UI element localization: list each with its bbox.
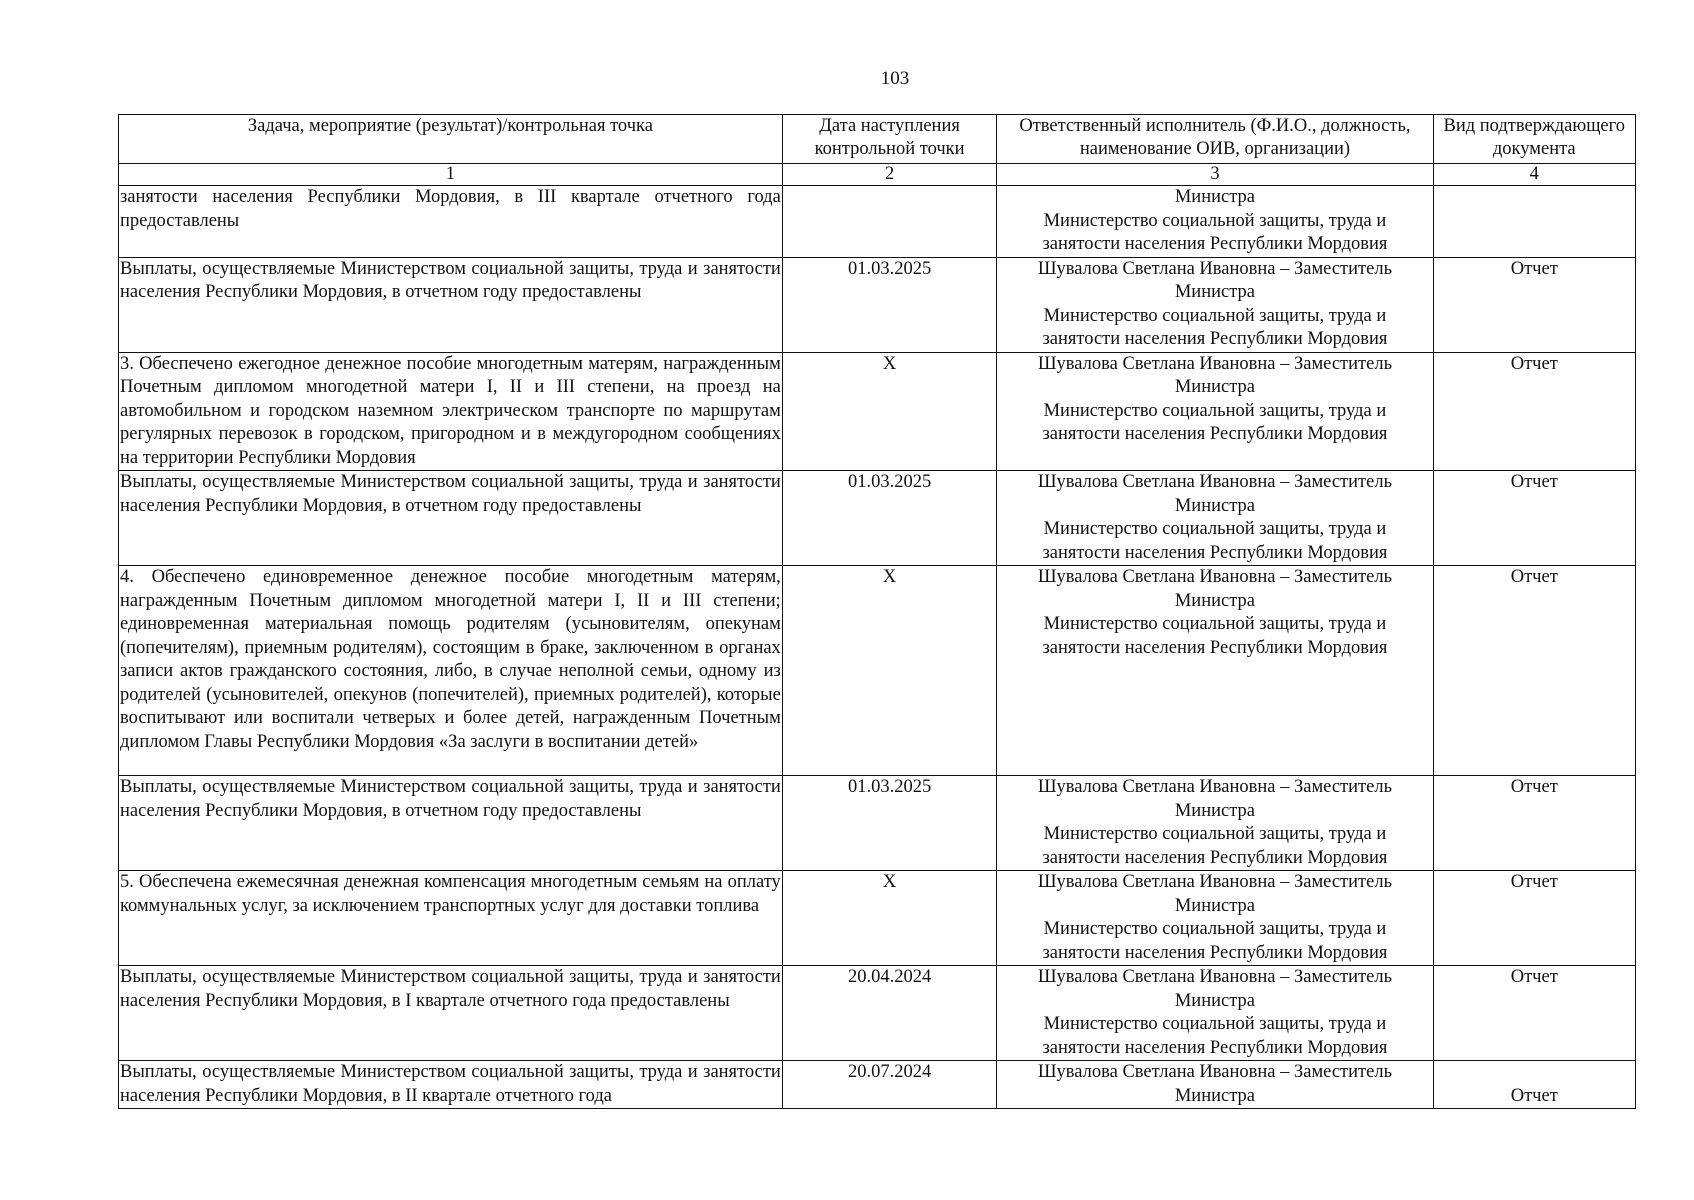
responsible-line: Шувалова Светлана Ивановна – Заместитель	[1037, 872, 1393, 892]
responsible-line: Министерство социальной защиты, труда и	[1043, 614, 1387, 634]
table-row	[119, 257, 1636, 352]
document-type-cell: Отчет	[1433, 471, 1635, 566]
responsible-line: Министра	[1174, 590, 1255, 611]
responsible-cell	[997, 776, 1433, 871]
responsible-line: Министерство социальной защиты, труда и	[1043, 824, 1387, 844]
responsible-line: Министерство социальной защиты, труда и	[1043, 400, 1387, 421]
responsible-line: Министерство социальной защиты, труда и	[1043, 1014, 1387, 1034]
task-cell: Выплаты, осуществляемые Министерством социальной защиты, труда и занятости населения Республики Мордовия, в отчетном году предоставлены	[119, 257, 783, 352]
date-cell: 01.03.2025	[782, 776, 997, 871]
document-type-cell: Отчет	[1433, 352, 1635, 471]
responsible-line: занятости населения Республики Мордовия	[1042, 637, 1388, 658]
header-document: Вид подтверждающего документа	[1433, 115, 1635, 164]
responsible-line: занятости населения Республики Мордовия	[1042, 329, 1388, 349]
task-cell: Выплаты, осуществляемые Министерством социальной защиты, труда и занятости населения Республики Мордовия, в отчетном году предоставлены	[119, 776, 783, 871]
document-type-cell: Отчет	[1433, 1061, 1635, 1109]
header-responsible: Ответственный исполнитель (Ф.И.О., должность, наименование ОИВ, организации)	[997, 115, 1433, 164]
task-cell: 4. Обеспечено единовременное денежное пособие многодетным матерям, награжденным Почетным дипломом многодетной матери I, II и III степени; единовременная материальная помощь родителям (усыновителям, опекунам (попечителям), приемным родителям), состоящим в браке, заключенном в органах записи актов гражданского состояния, либо, в случае неполной семьи, одному из родителей (усыновителей, опекунов (попечителей), приемных родителей), которые воспитывают или воспитали четверых и более детей, награжденным Почетным дипломом Главы Республики Мордовия «За заслуги в воспитании детей»	[119, 566, 783, 776]
date-cell	[782, 186, 997, 258]
responsible-line: Шувалова Светлана Ивановна – Заместитель	[1037, 353, 1393, 374]
responsible-line: занятости населения Республики Мордовия	[1042, 234, 1388, 254]
table-row	[119, 471, 1636, 566]
date-cell: Х	[782, 871, 997, 966]
header-date: Дата наступления контрольной точки	[782, 115, 997, 164]
responsible-line: Министра	[1174, 990, 1255, 1011]
responsible-line: Шувалова Светлана Ивановна – Заместитель	[1037, 258, 1393, 279]
responsible-line: Министерство социальной защиты, труда и	[1043, 210, 1387, 231]
document-type-cell	[1433, 186, 1635, 258]
responsible-cell	[997, 471, 1433, 566]
responsible-line: Министра	[1174, 895, 1255, 916]
responsible-line: Министра	[1174, 377, 1255, 397]
column-number: 1	[119, 164, 783, 186]
responsible-line: Шувалова Светлана Ивановна – Заместитель	[1037, 567, 1393, 587]
date-cell: Х	[782, 352, 997, 471]
responsible-line: Министра	[1174, 187, 1255, 207]
table-row	[119, 871, 1636, 966]
table-row	[119, 966, 1636, 1061]
responsible-cell	[997, 871, 1433, 966]
task-cell: 5. Обеспечена ежемесячная денежная компенсация многодетным семьям на оплату коммунальных услуг, за исключением транспортных услуг для доставки топлива	[119, 871, 783, 966]
date-cell: 20.07.2024	[782, 1061, 997, 1109]
responsible-line: занятости населения Республики Мордовия	[1042, 1037, 1388, 1058]
responsible-line: Министра	[1174, 1085, 1255, 1106]
document-type-cell: Отчет	[1433, 257, 1635, 352]
responsible-line: Шувалова Светлана Ивановна – Заместитель	[1037, 1062, 1393, 1082]
responsible-cell	[997, 257, 1433, 352]
responsible-line: занятости населения Республики Мордовия	[1042, 847, 1388, 868]
responsible-line: Шувалова Светлана Ивановна – Заместитель	[1037, 472, 1393, 492]
table-body	[119, 186, 1636, 1109]
column-number: 4	[1433, 164, 1635, 186]
responsible-line: занятости населения Республики Мордовия	[1042, 942, 1388, 963]
responsible-cell	[997, 186, 1433, 258]
date-cell: Х	[782, 566, 997, 776]
responsible-line: Министра	[1174, 282, 1255, 302]
document-type-cell: Отчет	[1433, 966, 1635, 1061]
date-cell: 01.03.2025	[782, 471, 997, 566]
responsible-line: занятости населения Республики Мордовия	[1042, 542, 1388, 563]
table-row	[119, 352, 1636, 471]
table-row	[119, 1061, 1636, 1109]
document-type-cell: Отчет	[1433, 871, 1635, 966]
responsible-line: Министерство социальной защиты, труда и	[1043, 919, 1387, 939]
date-cell: 20.04.2024	[782, 966, 997, 1061]
table-row	[119, 566, 1636, 776]
document-type-cell: Отчет	[1433, 566, 1635, 776]
task-cell: Выплаты, осуществляемые Министерством социальной защиты, труда и занятости населения Республики Мордовия, в отчетном году предоставлены	[119, 471, 783, 566]
header-task: Задача, мероприятие (результат)/контрольная точка	[119, 115, 783, 164]
responsible-cell	[997, 566, 1433, 776]
responsible-line: Министерство социальной защиты, труда и	[1043, 519, 1387, 539]
column-number: 2	[782, 164, 997, 186]
table-header-row	[119, 115, 1636, 164]
page-number: 103	[880, 68, 910, 89]
responsible-line: Шувалова Светлана Ивановна – Заместитель	[1037, 777, 1393, 797]
responsible-line: занятости населения Республики Мордовия	[1042, 424, 1388, 444]
responsible-line: Министра	[1174, 800, 1255, 821]
responsible-line: Шувалова Светлана Ивановна – Заместитель	[1037, 967, 1393, 987]
column-number-row	[119, 164, 1636, 186]
control-points-table	[118, 114, 1636, 1109]
responsible-line: Министерство социальной защиты, труда и	[1043, 305, 1387, 326]
task-cell: Выплаты, осуществляемые Министерством социальной защиты, труда и занятости населения Республики Мордовия, в I квартале отчетного года предоставлены	[119, 966, 783, 1061]
column-number: 3	[997, 164, 1433, 186]
responsible-line: Министра	[1174, 495, 1255, 516]
responsible-cell	[997, 966, 1433, 1061]
responsible-cell	[997, 1061, 1433, 1109]
responsible-cell	[997, 352, 1433, 471]
table-row	[119, 186, 1636, 258]
task-cell: 3. Обеспечено ежегодное денежное пособие многодетным матерям, награжденным Почетным дипломом многодетной матери I, II и III степени, на проезд на автомобильном и городском наземном электрическом транспорте по маршрутам регулярных перевозок в городском, пригородном и в междугородном сообщениях на территории Республики Мордовия	[119, 352, 783, 471]
table-row	[119, 776, 1636, 871]
document-type-cell: Отчет	[1433, 776, 1635, 871]
date-cell: 01.03.2025	[782, 257, 997, 352]
task-cell: Выплаты, осуществляемые Министерством социальной защиты, труда и занятости населения Республики Мордовия, в II квартале отчетного года	[119, 1061, 783, 1109]
task-cell: занятости населения Республики Мордовия, в III квартале отчетного года предоставлены	[119, 186, 783, 258]
